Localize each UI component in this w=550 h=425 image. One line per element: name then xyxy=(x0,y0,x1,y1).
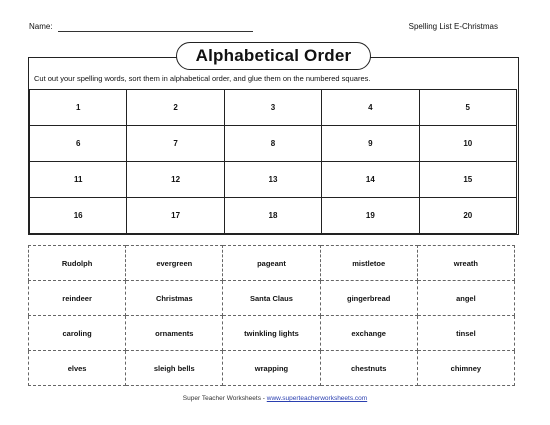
word-card: wreath xyxy=(417,246,514,281)
grid-row xyxy=(30,198,517,234)
page-title: Alphabetical Order xyxy=(176,42,371,70)
number-square: 5 xyxy=(419,90,516,126)
number-square: 2 xyxy=(127,90,224,126)
word-card: evergreen xyxy=(126,246,223,281)
word-row xyxy=(29,246,515,281)
word-card: caroling xyxy=(29,316,126,351)
grid-row xyxy=(30,162,517,198)
number-square: 20 xyxy=(419,198,516,234)
word-card: Christmas xyxy=(126,281,223,316)
name-label: Name: xyxy=(29,22,53,31)
grid-row xyxy=(30,126,517,162)
footer-text: Super Teacher Worksheets - xyxy=(182,395,267,402)
word-row xyxy=(29,351,515,386)
number-square: 9 xyxy=(322,126,419,162)
word-card: pageant xyxy=(223,246,320,281)
number-square: 16 xyxy=(30,198,127,234)
footer-link[interactable]: www.superteacherworksheets.com xyxy=(266,395,368,402)
word-card: wrapping xyxy=(223,351,320,386)
word-card: sleigh bells xyxy=(126,351,223,386)
word-card: Santa Claus xyxy=(223,281,320,316)
number-square: 1 xyxy=(30,90,127,126)
word-row xyxy=(29,316,515,351)
word-card: chestnuts xyxy=(320,351,417,386)
number-square: 17 xyxy=(127,198,224,234)
word-card: twinkling lights xyxy=(223,316,320,351)
footer xyxy=(0,395,550,402)
numbered-squares-grid xyxy=(29,89,517,234)
number-square: 8 xyxy=(224,126,321,162)
word-card: gingerbread xyxy=(320,281,417,316)
spelling-list-label: Spelling List E-Christmas xyxy=(408,22,498,31)
number-square: 14 xyxy=(322,162,419,198)
instructions: Cut out your spelling words, sort them in alphabetical order, and glue them on the numbered squares. xyxy=(34,74,371,83)
grid-row xyxy=(30,90,517,126)
word-card: Rudolph xyxy=(29,246,126,281)
word-card: exchange xyxy=(320,316,417,351)
word-card: tinsel xyxy=(417,316,514,351)
word-card: elves xyxy=(29,351,126,386)
number-square: 4 xyxy=(322,90,419,126)
word-card: angel xyxy=(417,281,514,316)
number-square: 6 xyxy=(30,126,127,162)
cut-out-words-grid xyxy=(28,245,515,386)
number-square: 3 xyxy=(224,90,321,126)
number-square: 12 xyxy=(127,162,224,198)
number-square: 7 xyxy=(127,126,224,162)
word-card: mistletoe xyxy=(320,246,417,281)
name-line xyxy=(58,31,253,32)
number-square: 10 xyxy=(419,126,516,162)
word-row xyxy=(29,281,515,316)
word-card: chimney xyxy=(417,351,514,386)
number-square: 18 xyxy=(224,198,321,234)
word-card: ornaments xyxy=(126,316,223,351)
word-card: reindeer xyxy=(29,281,126,316)
number-square: 11 xyxy=(30,162,127,198)
number-square: 15 xyxy=(419,162,516,198)
number-square: 19 xyxy=(322,198,419,234)
number-square: 13 xyxy=(224,162,321,198)
